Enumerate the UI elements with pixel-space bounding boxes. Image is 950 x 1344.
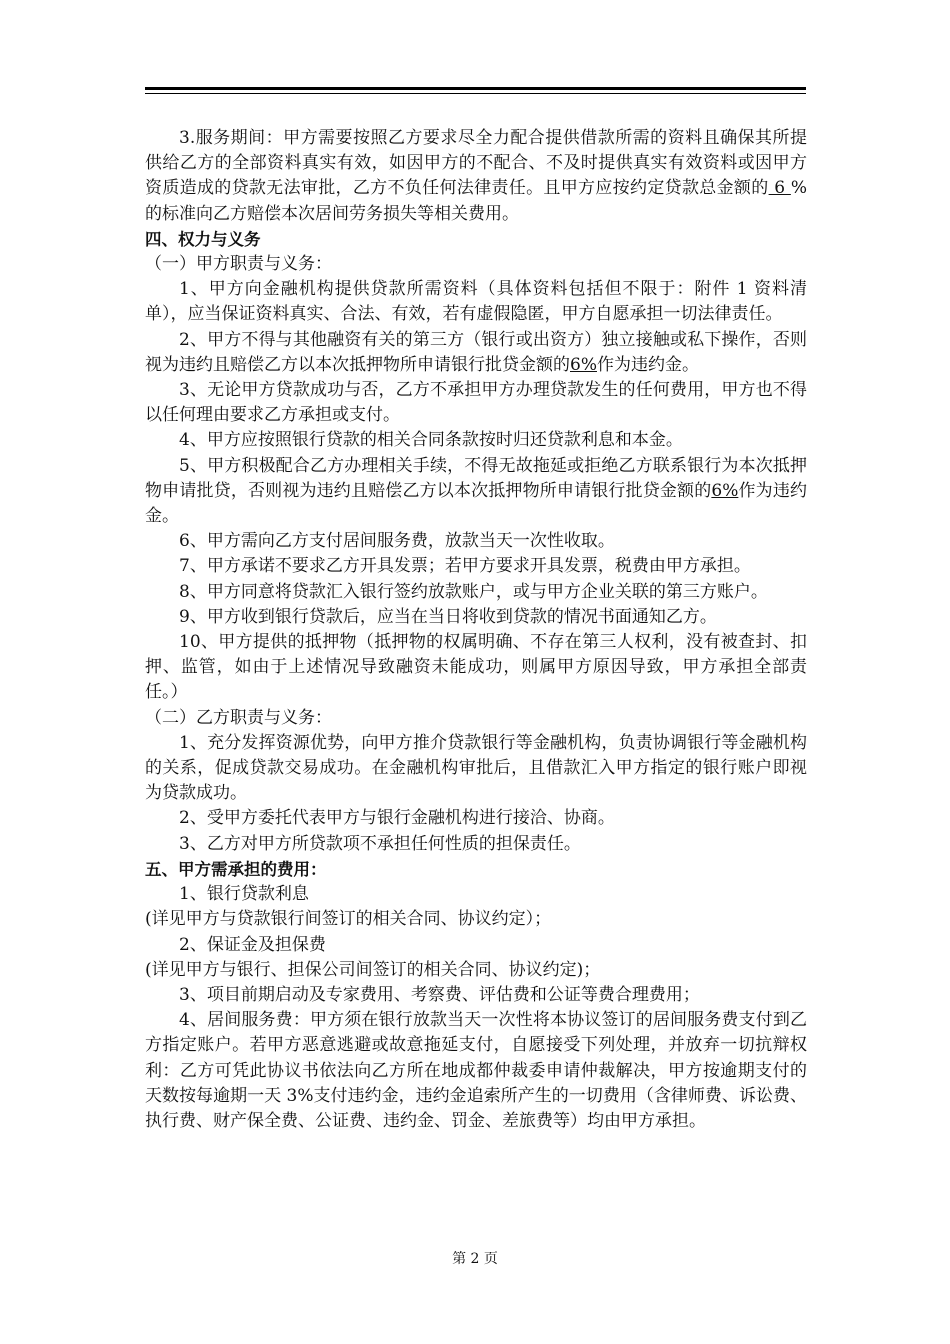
paragraph: [145, 580, 807, 605]
paragraph: [145, 605, 807, 630]
section-heading: [145, 857, 807, 882]
text-run: 四、权力与义务: [145, 229, 261, 249]
paragraph: [145, 126, 807, 227]
text-run: 3、项目前期启动及专家费用、考察费、评估费和公证等费合理费用；: [179, 984, 700, 1005]
underlined-value: 6%: [570, 354, 597, 375]
paragraph: [145, 277, 807, 327]
text-run: 3、无论甲方贷款成功与否，乙方不承担甲方办理贷款发生的任何费用，甲方也不得以任何理由要求乙方承担或支付。: [145, 380, 807, 426]
paragraph: [145, 832, 807, 857]
paragraph: [145, 983, 807, 1008]
text-run: 五、甲方需承担的费用：: [145, 859, 327, 879]
paragraph: [145, 907, 807, 932]
text-run: 6、甲方需向乙方支付居间服务费，放款当天一次性收取。: [179, 531, 615, 552]
text-run: 1、充分发挥资源优势，向甲方推介贷款银行等金融机构，负责协调银行等金融机构的关系，促成贷款交易成功。在金融机构审批后，且借款汇入甲方指定的银行账户即视为贷款成功。: [145, 732, 807, 804]
paragraph: [145, 806, 807, 831]
page-number: 第 2 页: [452, 1251, 498, 1267]
header-rule-thick: [145, 87, 806, 90]
underlined-value: 6: [768, 178, 791, 199]
paragraph: [145, 529, 807, 554]
paragraph: [145, 630, 807, 706]
text-run: 4、甲方应按照银行贷款的相关合同条款按时归还贷款利息和本金。: [179, 430, 683, 451]
text-run: 3.服务期间：甲方需要按照乙方要求尽全力配合提供借款所需的资料且确保其所提供给乙方的全部资料真实有效，如因甲方的不配合、不及时提供真实有效资料或因甲方资质造成的贷款无法审批，乙方不负任何法律责任。且甲方应按约定贷款总金额的: [145, 128, 807, 199]
text-run: 4、居间服务费：甲方须在银行放款当天一次性将本协议签订的居间服务费支付到乙方指定账户。若甲方恶意逃避或故意拖延支付，自愿接受下列处理，并放弃一切抗辩权利：乙方可凭此协议书依法向乙方所在地成都仲裁委申请仲裁解决，甲方按逾期支付的天数按每逾期一天 3%支付违约金，违约金追索所产生的一切费用（含律师费、诉讼费、执行费、财产保全费、公证费、违约金、罚金、差旅费等）均由甲方承担。: [145, 1010, 807, 1131]
paragraph: [145, 554, 807, 579]
paragraph: [145, 882, 807, 907]
text-run: 2、保证金及担保费: [179, 934, 326, 955]
text-run: 1、甲方向金融机构提供贷款所需资料（具体资料包括但不限于：附件 1 资料清单），应当保证资料真实、合法、有效，若有虚假隐匿，甲方自愿承担一切法律责任。: [145, 279, 807, 325]
text-run: 作为违约金。: [596, 354, 699, 375]
text-run: %的标准向乙方赔偿本次居间劳务损失等相关费用。: [145, 178, 808, 224]
paragraph: [145, 933, 807, 958]
text-run: 3、乙方对甲方所贷款项不承担任何性质的担保责任。: [179, 833, 581, 854]
text-run: 2、受甲方委托代表甲方与银行金融机构进行接洽、协商。: [179, 808, 615, 829]
text-run: 作为违约金。: [145, 480, 808, 527]
text-run: 8、甲方同意将贷款汇入银行签约放款账户，或与甲方企业关联的第三方账户。: [179, 581, 768, 602]
text-run: 1、银行贷款利息: [179, 884, 309, 905]
paragraph: [145, 378, 807, 428]
text-run: 7、甲方承诺不要求乙方开具发票；若甲方要求开具发票，税费由甲方承担。: [179, 556, 751, 577]
paragraph: [145, 428, 807, 453]
text-run: (详见甲方与银行、担保公司间签订的相关合同、协议约定)；: [145, 959, 601, 980]
document-body: [145, 126, 807, 1134]
text-run: （一）甲方职责与义务：: [145, 254, 332, 275]
paragraph: [145, 252, 807, 277]
header-rule-thin: [145, 93, 806, 94]
paragraph: [145, 454, 807, 530]
paragraph: [145, 328, 807, 378]
text-run: 10、甲方提供的抵押物（抵押物的权属明确、不存在第三人权利，没有被查封、扣押、监管，如由于上述情况导致融资未能成功，则属甲方原因导致，甲方承担全部责任。）: [145, 632, 807, 703]
paragraph: [145, 731, 807, 807]
text-run: (详见甲方与贷款银行间签订的相关合同、协议约定）；: [145, 909, 552, 930]
text-run: 5、甲方积极配合乙方办理相关手续，不得无故拖延或拒绝乙方联系银行为本次抵押物申请批贷，否则视为违约且赔偿乙方以本次抵押物所申请银行批贷金额的: [145, 455, 807, 501]
text-run: 2、甲方不得与其他融资有关的第三方（银行或出资方）独立接触或私下操作，否则视为违约且赔偿乙方以本次抵押物所申请银行批贷金额的: [145, 329, 807, 375]
text-run: （二）乙方职责与义务：: [145, 707, 332, 728]
paragraph: [145, 958, 807, 983]
section-heading: [145, 227, 807, 252]
underlined-value: 6%: [711, 480, 739, 501]
paragraph: [145, 1008, 807, 1134]
paragraph: [145, 706, 807, 731]
text-run: 9、甲方收到银行贷款后，应当在当日将收到贷款的情况书面通知乙方。: [179, 606, 717, 627]
